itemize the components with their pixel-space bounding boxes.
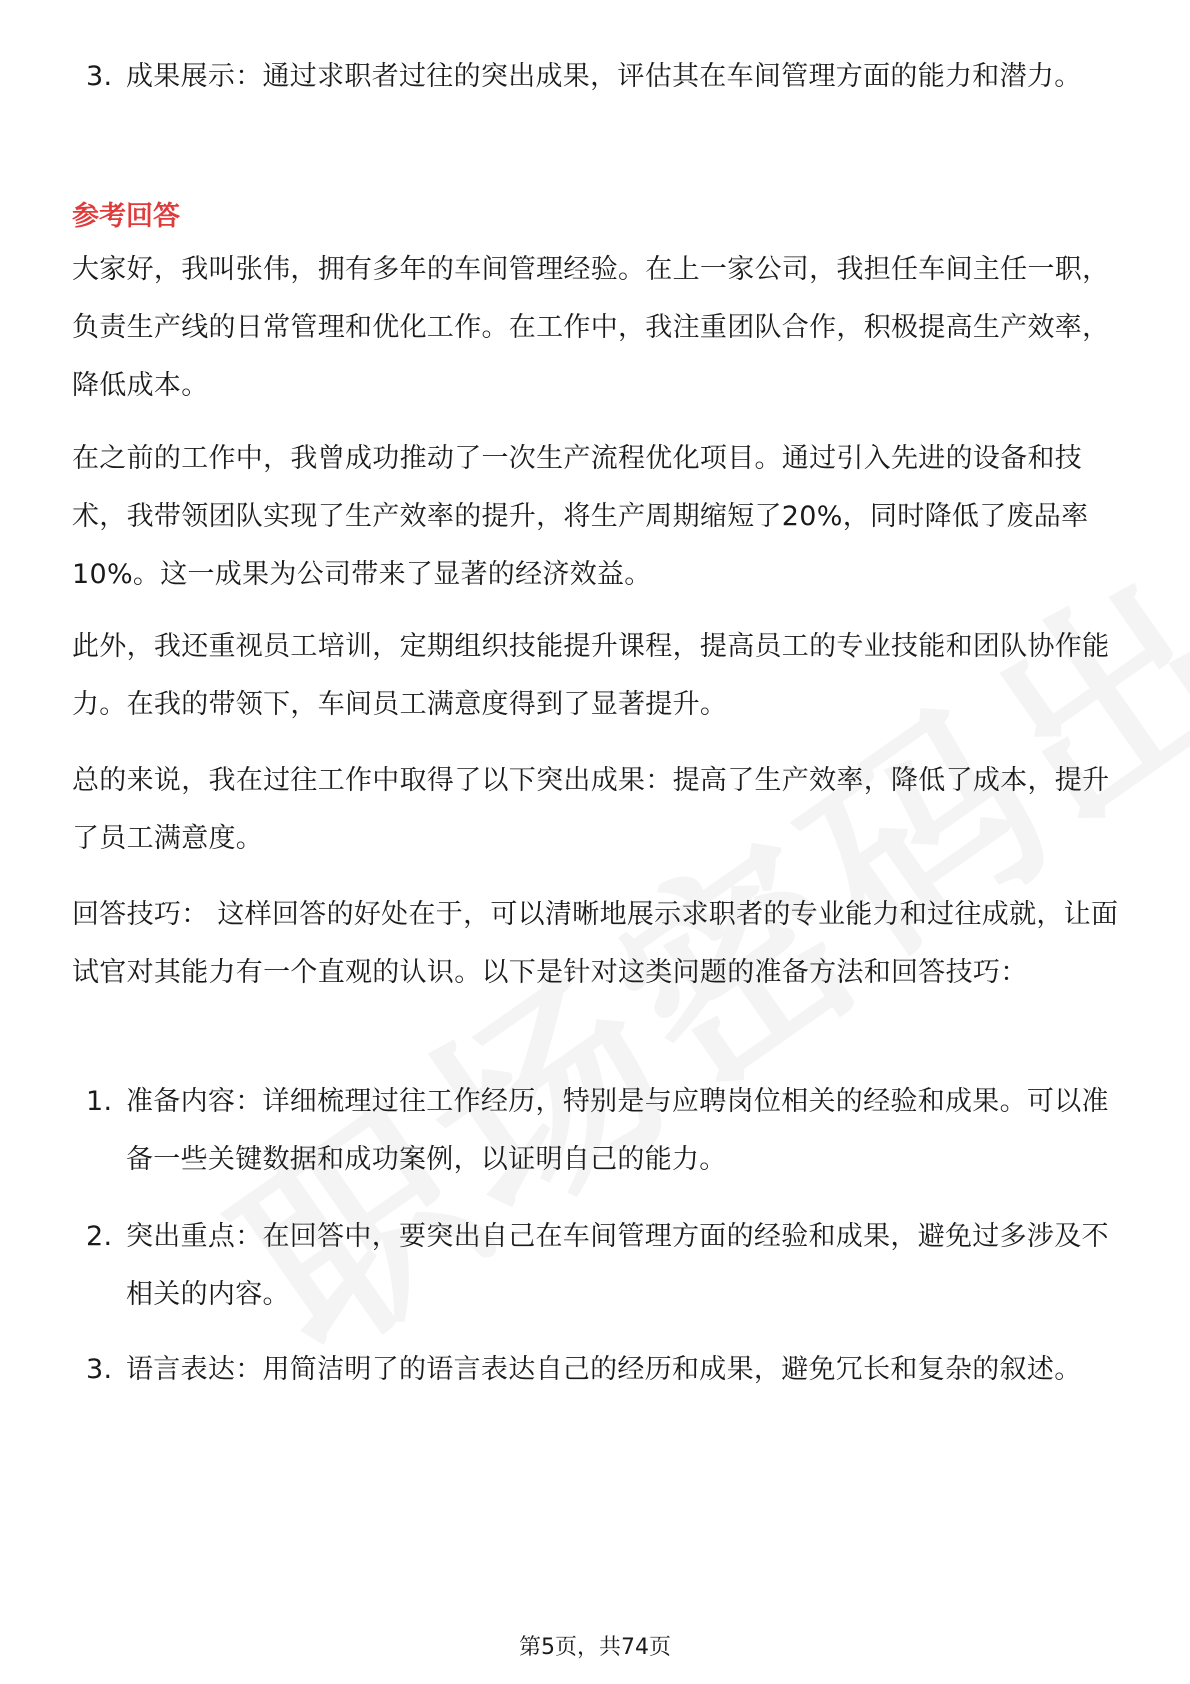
paragraph: 大家好，我叫张伟，拥有多年的车间管理经验。在上一家公司，我担任车间主任一职，负责生产线的日常管理和优化工作。在工作中，我注重团队合作，积极提高生产效率，降低成本。 bbox=[72, 254, 1110, 401]
paragraph: 总的来说，我在过往工作中取得了以下突出成果：提高了生产效率，降低了成本，提升了员工满意度。 bbox=[72, 765, 1110, 854]
list-text: 突出重点：在回答中，要突出自己在车间管理方面的经验和成果，避免过多涉及不相关的内容。 bbox=[126, 1221, 1109, 1310]
section-heading: 参考回答 bbox=[72, 201, 180, 232]
paragraph: 此外，我还重视员工培训，定期组织技能提升课程，提高员工的专业技能和团队协作能力。在我的带领下，车间员工满意度得到了显著提升。 bbox=[72, 631, 1110, 720]
list-text: 准备内容：详细梳理过往工作经历，特别是与应聘岗位相关的经验和成果。可以准备一些关键数据和成功案例，以证明自己的能力。 bbox=[126, 1086, 1109, 1175]
list-item bbox=[86, 1073, 1132, 1189]
paragraph: 回答技巧： 这样回答的好处在于，可以清晰地展示求职者的专业能力和过往成就，让面试官对其能力有一个直观的认识。以下是针对这类问题的准备方法和回答技巧： bbox=[72, 899, 1119, 988]
paragraph: 在之前的工作中，我曾成功推动了一次生产流程优化项目。通过引入先进的设备和技术，我带领团队实现了生产效率的提升，将生产周期缩短了20%，同时降低了废品率10%。这一成果为公司带来了显著的经济效益。 bbox=[72, 443, 1089, 590]
list-item bbox=[86, 1208, 1132, 1324]
list-item bbox=[86, 48, 1132, 106]
list-text: 成果展示：通过求职者过往的突出成果，评估其在车间管理方面的能力和潜力。 bbox=[126, 61, 1082, 92]
list-text: 语言表达：用简洁明了的语言表达自己的经历和成果，避免冗长和复杂的叙述。 bbox=[126, 1354, 1082, 1385]
list-number: 1. bbox=[86, 1086, 113, 1117]
list-number: 3. bbox=[86, 61, 113, 92]
page-number-footer: 第5页，共74页 bbox=[519, 1635, 671, 1660]
list-number: 2. bbox=[86, 1221, 113, 1252]
list-item bbox=[86, 1341, 1132, 1399]
list-number: 3. bbox=[86, 1354, 113, 1385]
